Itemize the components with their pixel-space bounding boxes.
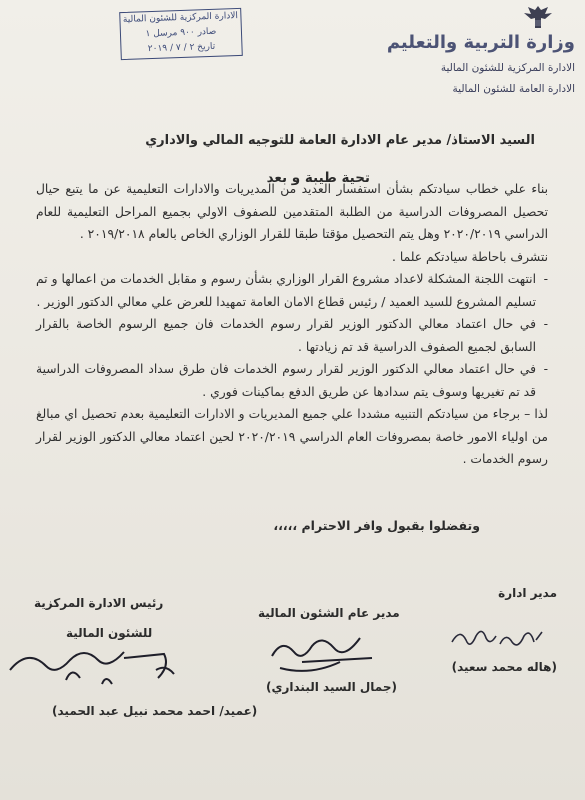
intro-paragraph: بناء علي خطاب سيادتكم بشأن استفسار العديد من المديريات والادارات التعليمية عن ما يتبع حيال تحصيل المصروفات الدراسية من الطلبة المتقدمين للصفوف الاولي بجميع المراحل التعليمية للعام الدراسي ٢٠٢٠/٢٠١٩ وهل يتم التحصيل مؤقتا طبقا للقرار الوزاري الخاص بالعام ٢٠١٩/٢٠١٨ . [36,182,548,241]
signature-name-middle: (جمال السيد البنداري) [266,680,397,694]
handwritten-signature-right [448,622,548,656]
bullet-item: - في حال اعتماد معالي الدكتور الوزير لقرار رسوم الخدمات فان طرق سداد المصروفات الدراسية قد تم تغيريها وسوف يتم سدادها عن طريق الدفع بماكينات فوري . [36,358,548,403]
signature-title-middle: مدير عام الشئون المالية [258,606,400,620]
header-office-line1: الادارة المركزية للشئون المالية [440,62,575,74]
stamp-line-1: الادارة المركزية للشئون المالية [122,11,239,26]
bullet-item: - انتهت اللجنة المشكلة لاعداد مشروع القرار الوزاري بشأن رسوم و مقابل الخدمات من اعمالها و تم تسليم المشروع للسيد العميد / رئيس قطاع الامان العامة تمهيدا للعرض علي معالي الدكتور الوزير . [36,268,548,313]
greeting: تحية طيبة و بعد [266,170,370,186]
bullet-item: - في حال اعتماد معالي الدكتور الوزير لقرار رسوم الخدمات فان جميع الرسوم الخاصة بالقرار السابق لجميع الصفوف الدراسية قد تم زيادتها . [36,313,548,358]
handwritten-signature-middle [262,628,392,678]
header-ministry: وزارة التربية والتعليم [386,32,575,53]
conclusion-paragraph: لذا – برجاء من سيادتكم التنبيه مشددا علي جميع المديريات و الادارات التعليمية بعدم تحصيل اي مبالغ من اولياء الامور خاصة بمصروفات العام الدراسي ٢٠٢٠/٢٠١٩ لحين اعتماد معالي الدكتور الوزير لقرار رسوم الخدمات . [36,407,548,466]
signature-name-right: (هاله محمد سعيد) [451,660,557,674]
signature-title-left-1: رئيس الادارة المركزية [34,596,164,610]
header-office-line2: الادارة العامة للشئون المالية [452,83,575,95]
eagle-emblem-icon [521,4,555,32]
addressee-line: السيد الاستاذ/ مدير عام الادارة العامة للتوجيه المالي والاداري [145,133,535,148]
stamp-line-3: تاريخ ٢ / ٧ / ٢٠١٩ [147,41,216,55]
outgoing-stamp [119,8,243,60]
notice-paragraph: نتشرف باحاطة سيادتكم علما . [392,249,548,264]
closing-line: وتفضلوا بقبول وافر الاحترام ،،،،، [273,518,480,533]
signature-name-left: (عميد/ احمد محمد نبيل عبد الحميد) [52,704,258,718]
signature-title-left-2: للشئون المالية [66,626,153,640]
letter-body [36,178,548,471]
stamp-line-2: صادر ٩٠٠ مرسل ١ [145,26,217,40]
handwritten-signature-left [6,640,186,696]
signature-title-right: مدير ادارة [498,586,557,600]
